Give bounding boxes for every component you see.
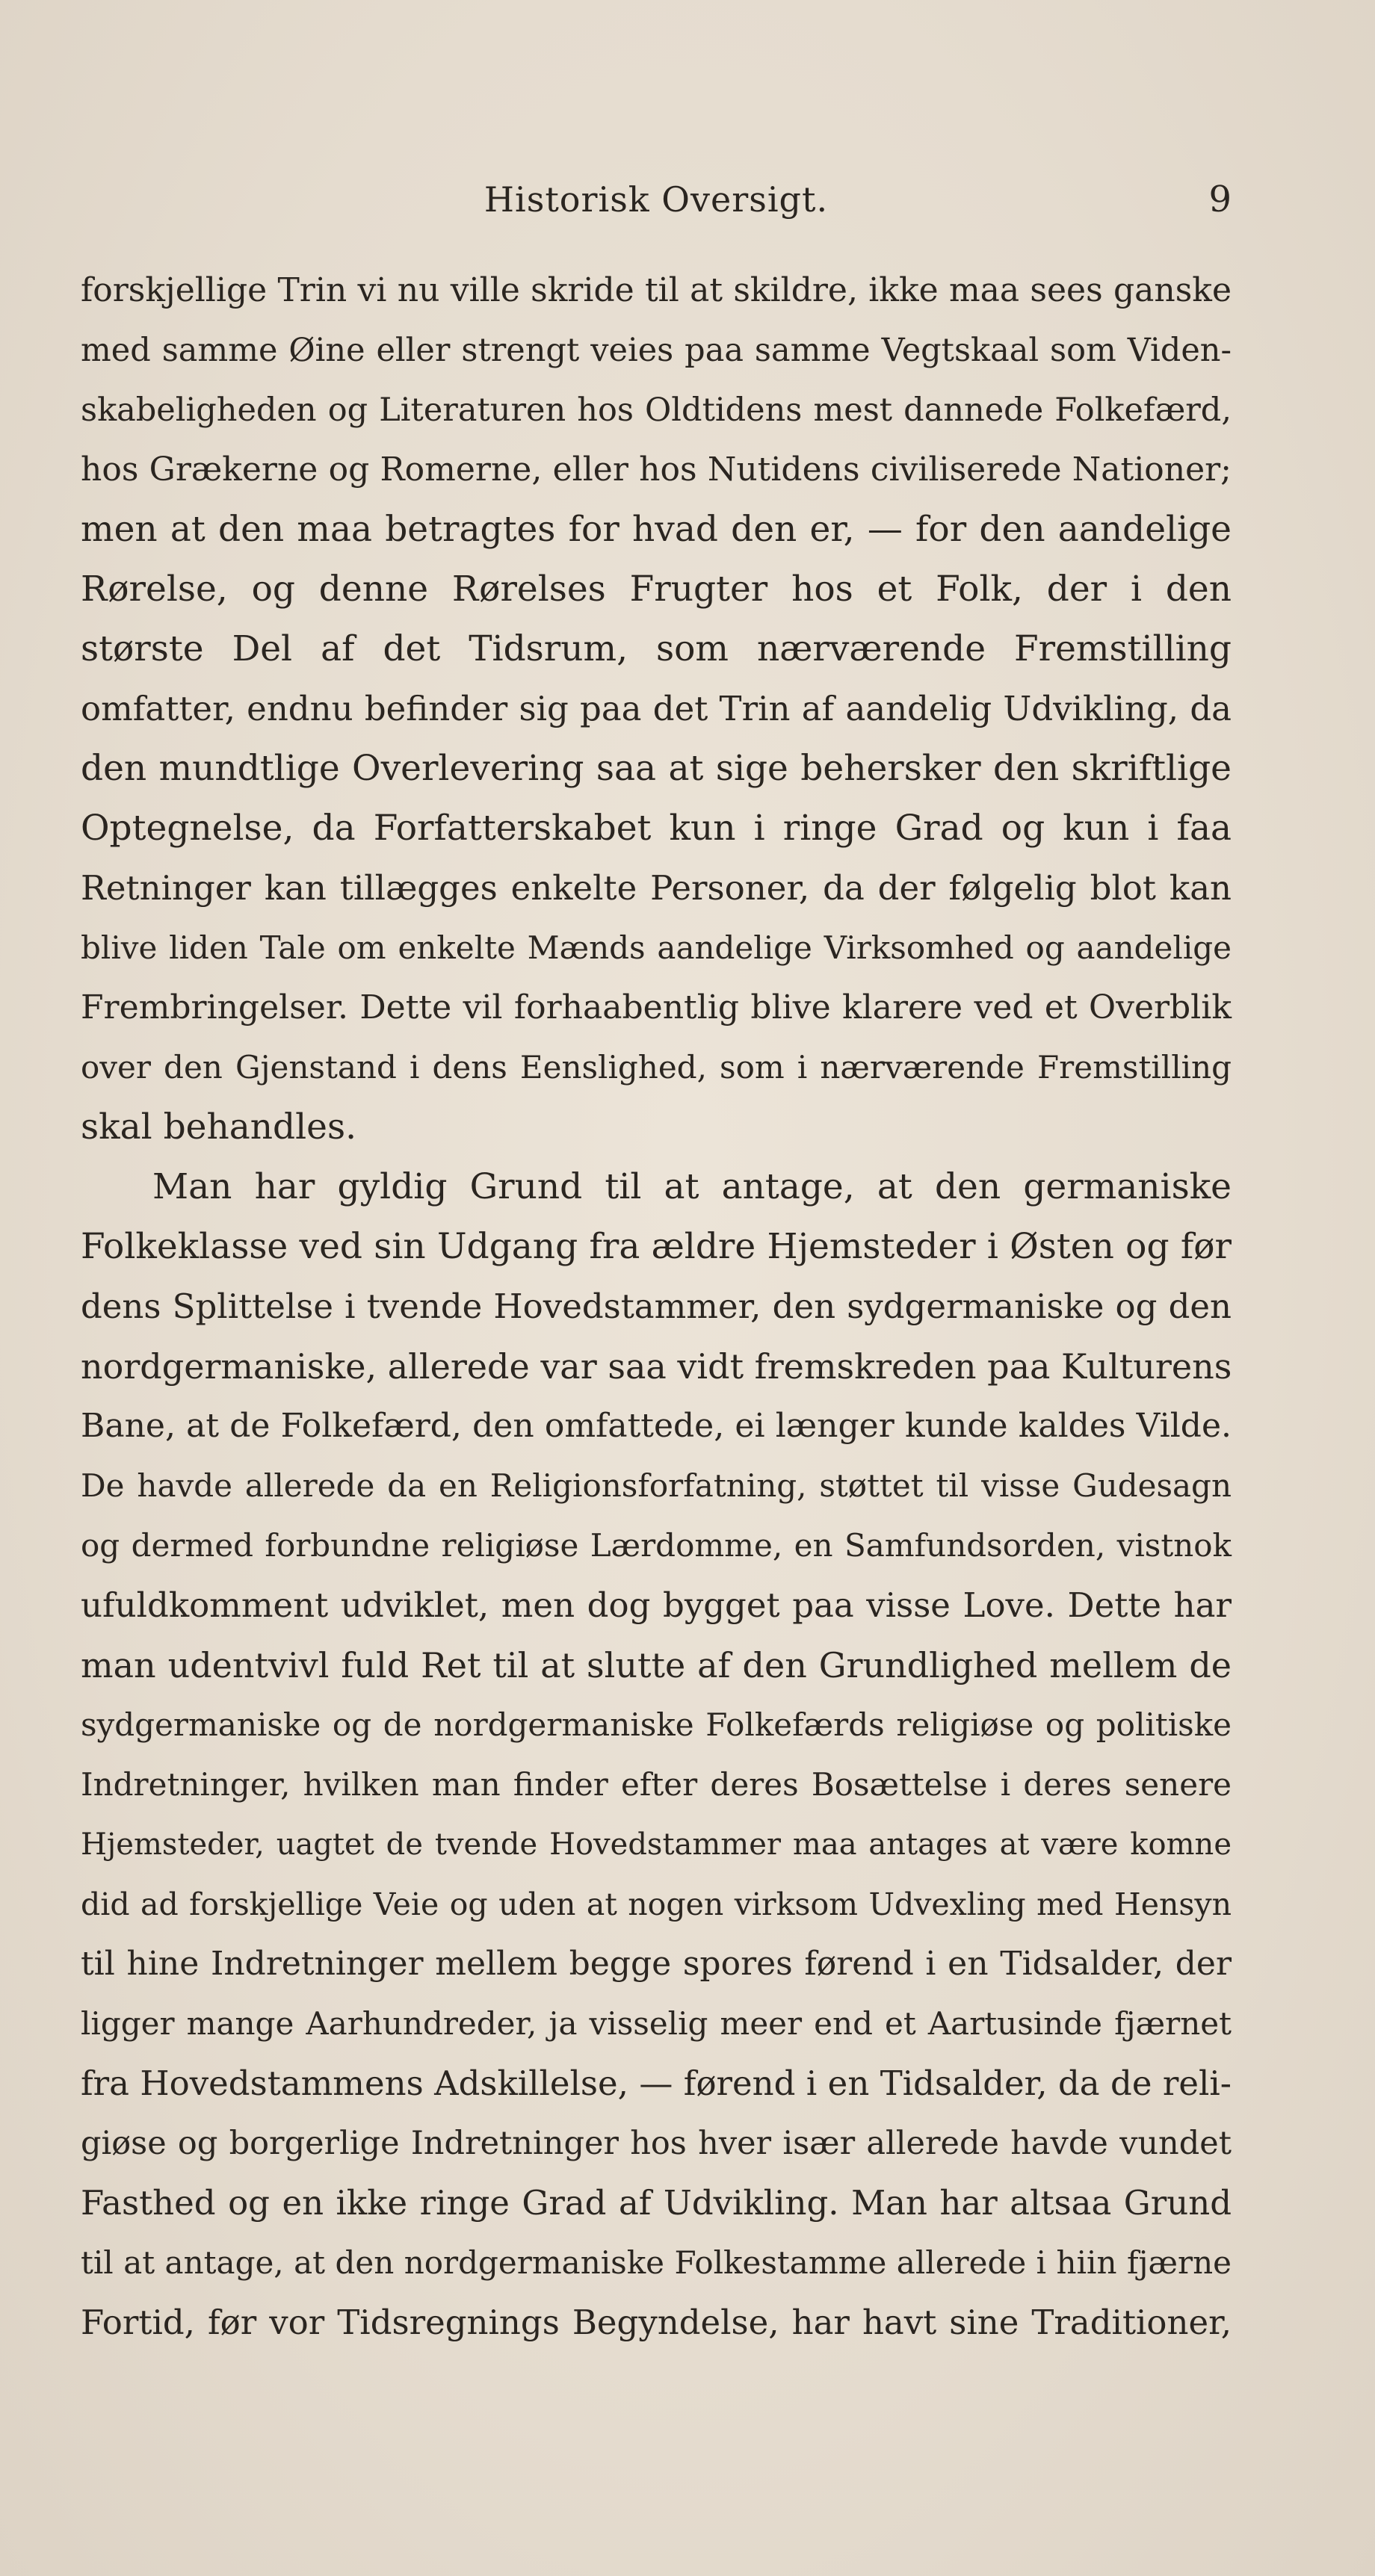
text-line: giøse og borgerlige Indretninger hos hver især allerede havde vundet bbox=[81, 2125, 1232, 2162]
page-number: 9 bbox=[1208, 179, 1232, 220]
text-line: Rørelse, og denne Rørelses Frugter hos et Folk, der i den bbox=[81, 569, 1232, 610]
text-line: did ad forskjellige Veie og uden at nogen virksom Udvexling med Hensyn bbox=[81, 1886, 1232, 1922]
text-line: Indretninger, hvilken man finder efter deres Bosættelse i deres senere bbox=[81, 1766, 1232, 1803]
text-line: Retninger kan tillægges enkelte Personer, da der følgelig blot kan bbox=[81, 868, 1232, 908]
text-line: den mundtlige Overlevering saa at sige behersker den skriftlige bbox=[81, 748, 1232, 789]
text-line: blive liden Tale om enkelte Mænds aandelige Virksomhed og aandelige bbox=[81, 929, 1232, 966]
page-header bbox=[81, 173, 1232, 226]
text-line: ufuldkomment udviklet, men dog bygget paa visse Love. Dette har bbox=[81, 1585, 1232, 1625]
paragraph-2 bbox=[81, 1157, 1232, 2353]
text-line: omfatter, endnu befinder sig paa det Trin af aandelig Udvikling, da bbox=[81, 689, 1232, 728]
text-line: forskjellige Trin vi nu ville skride til at skildre, ikke maa sees ganske bbox=[81, 271, 1232, 309]
text-line: Hjemsteder, uagtet de tvende Hovedstammer maa antages at være komne bbox=[81, 1827, 1232, 1862]
text-line: fra Hovedstammens Adskillelse, — førend i en Tidsalder, da de reli- bbox=[81, 2063, 1232, 2103]
text-line: Folkeklasse ved sin Udgang fra ældre Hjemsteder i Østen og før bbox=[81, 1226, 1232, 1267]
text-line: sydgermaniske og de nordgermaniske Folkefærds religiøse og politiske bbox=[81, 1706, 1232, 1743]
text-line: men at den maa betragtes for hvad den er, — for den aandelige bbox=[81, 509, 1232, 550]
text-line: til at antage, at den nordgermaniske Folkestamme allerede i hiin fjærne bbox=[81, 2244, 1232, 2281]
text-line: Man har gyldig Grund til at antage, at den germaniske bbox=[152, 1166, 1232, 1207]
text-line: Fasthed og en ikke ringe Grad af Udvikling. Man har altsaa Grund bbox=[81, 2183, 1232, 2223]
text-line: skabeligheden og Literaturen hos Oldtidens mest dannede Folkefærd, bbox=[81, 391, 1232, 429]
text-line: skal behandles. bbox=[81, 1106, 357, 1148]
text-line: Optegnelse, da Forfatterskabet kun i ringe Grad og kun i faa bbox=[81, 808, 1232, 849]
text-line: ligger mange Aarhundreder, ja visselig meer end et Aartusinde fjærnet bbox=[81, 2005, 1232, 2042]
text-line: De havde allerede da en Religionsforfatning, støttet til visse Gudesagn bbox=[81, 1467, 1232, 1504]
paragraph-1 bbox=[81, 261, 1232, 1157]
text-line: med samme Øine eller strengt veies paa samme Vegtskaal som Viden- bbox=[81, 332, 1232, 369]
text-line: Fortid, før vor Tidsregnings Begyndelse, har havt sine Traditioner, bbox=[81, 2303, 1232, 2342]
text-line: dens Splittelse i tvende Hovedstammer, den sydgermaniske og den bbox=[81, 1287, 1232, 1326]
text-line: Bane, at de Folkefærd, den omfattede, ei længer kunde kaldes Vilde. bbox=[81, 1407, 1232, 1445]
running-head: Historisk Oversigt. bbox=[483, 179, 829, 220]
text-line: hos Grækerne og Romerne, eller hos Nutidens civiliserede Nationer; bbox=[81, 451, 1232, 489]
text-line: største Del af det Tidsrum, som nærværende Fremstilling bbox=[81, 628, 1232, 669]
text-line: nordgermaniske, allerede var saa vidt fremskreden paa Kulturens bbox=[81, 1346, 1232, 1387]
text-line: man udentvivl fuld Ret til at slutte af den Grundlighed mellem de bbox=[81, 1645, 1232, 1685]
text-line: over den Gjenstand i dens Eenslighed, som i nærværende Fremstilling bbox=[81, 1049, 1232, 1086]
body-text bbox=[81, 261, 1232, 2353]
text-line: Frembringelser. Dette vil forhaabentlig blive klarere ved et Overblik bbox=[81, 988, 1232, 1027]
text-line: og dermed forbundne religiøse Lærdomme, en Samfundsorden, vistnok bbox=[81, 1527, 1232, 1564]
text-line: til hine Indretninger mellem begge spores førend i en Tidsalder, der bbox=[81, 1945, 1232, 1983]
